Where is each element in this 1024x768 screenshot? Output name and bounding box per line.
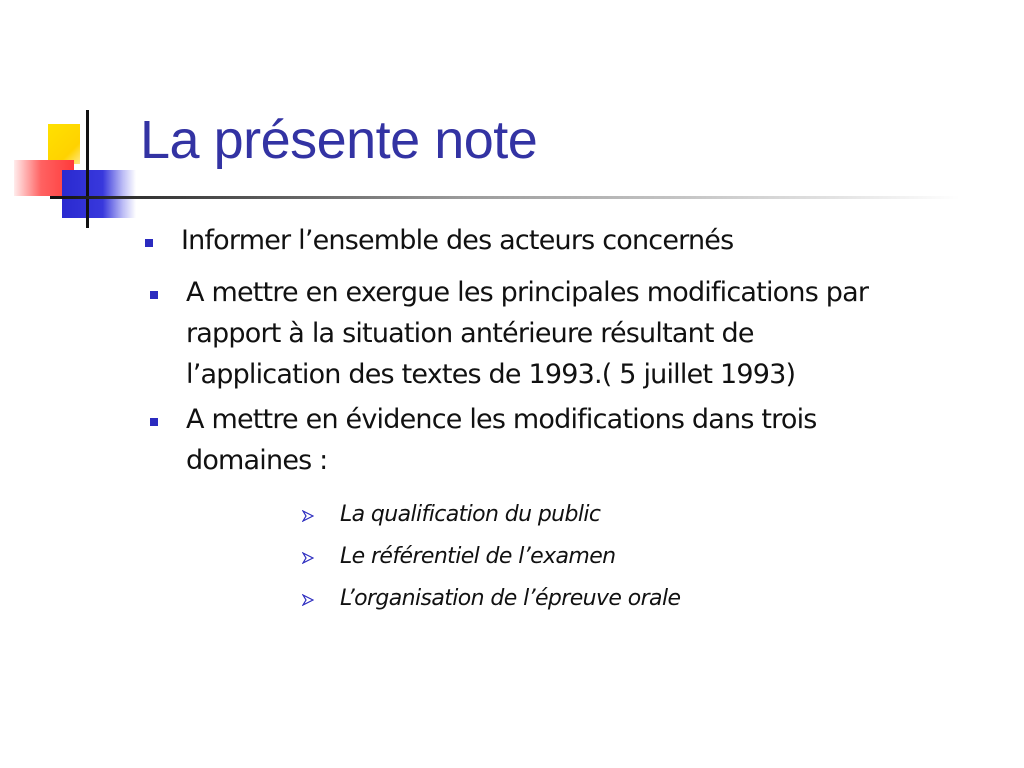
bullet-1-line-1: Informer l’ensemble des acteurs concernés [181, 225, 734, 256]
square-bullet-icon [150, 291, 158, 299]
arrowhead-bullet-icon [302, 510, 314, 522]
bullet-2-line-2: rapport à la situation antérieure résultant de [186, 318, 754, 349]
square-bullet-icon [145, 239, 153, 247]
arrowhead-bullet-icon [302, 552, 314, 564]
bullet-3-line-2: domaines : [186, 445, 328, 476]
bullet-3-line-1: A mettre en évidence les modifications dans trois [186, 404, 817, 435]
vertical-rule-decoration [86, 110, 89, 228]
bullet-2-line-3: l’application des textes de 1993.( 5 juillet 1993) [186, 359, 796, 390]
slide-title: La présente note [140, 110, 538, 170]
arrowhead-bullet-icon [302, 594, 314, 606]
blue-square-decoration [62, 170, 136, 218]
sub-bullet-text-3: L’organisation de l’épreuve orale [340, 586, 681, 611]
title-underline-rule [50, 196, 960, 199]
yellow-square-decoration [48, 124, 80, 164]
bullet-2-line-1: A mettre en exergue les principales modifications par [186, 277, 869, 308]
square-bullet-icon [150, 418, 158, 426]
sub-bullet-text-1: La qualification du public [340, 502, 601, 527]
sub-bullet-text-2: Le référentiel de l’examen [340, 544, 616, 569]
